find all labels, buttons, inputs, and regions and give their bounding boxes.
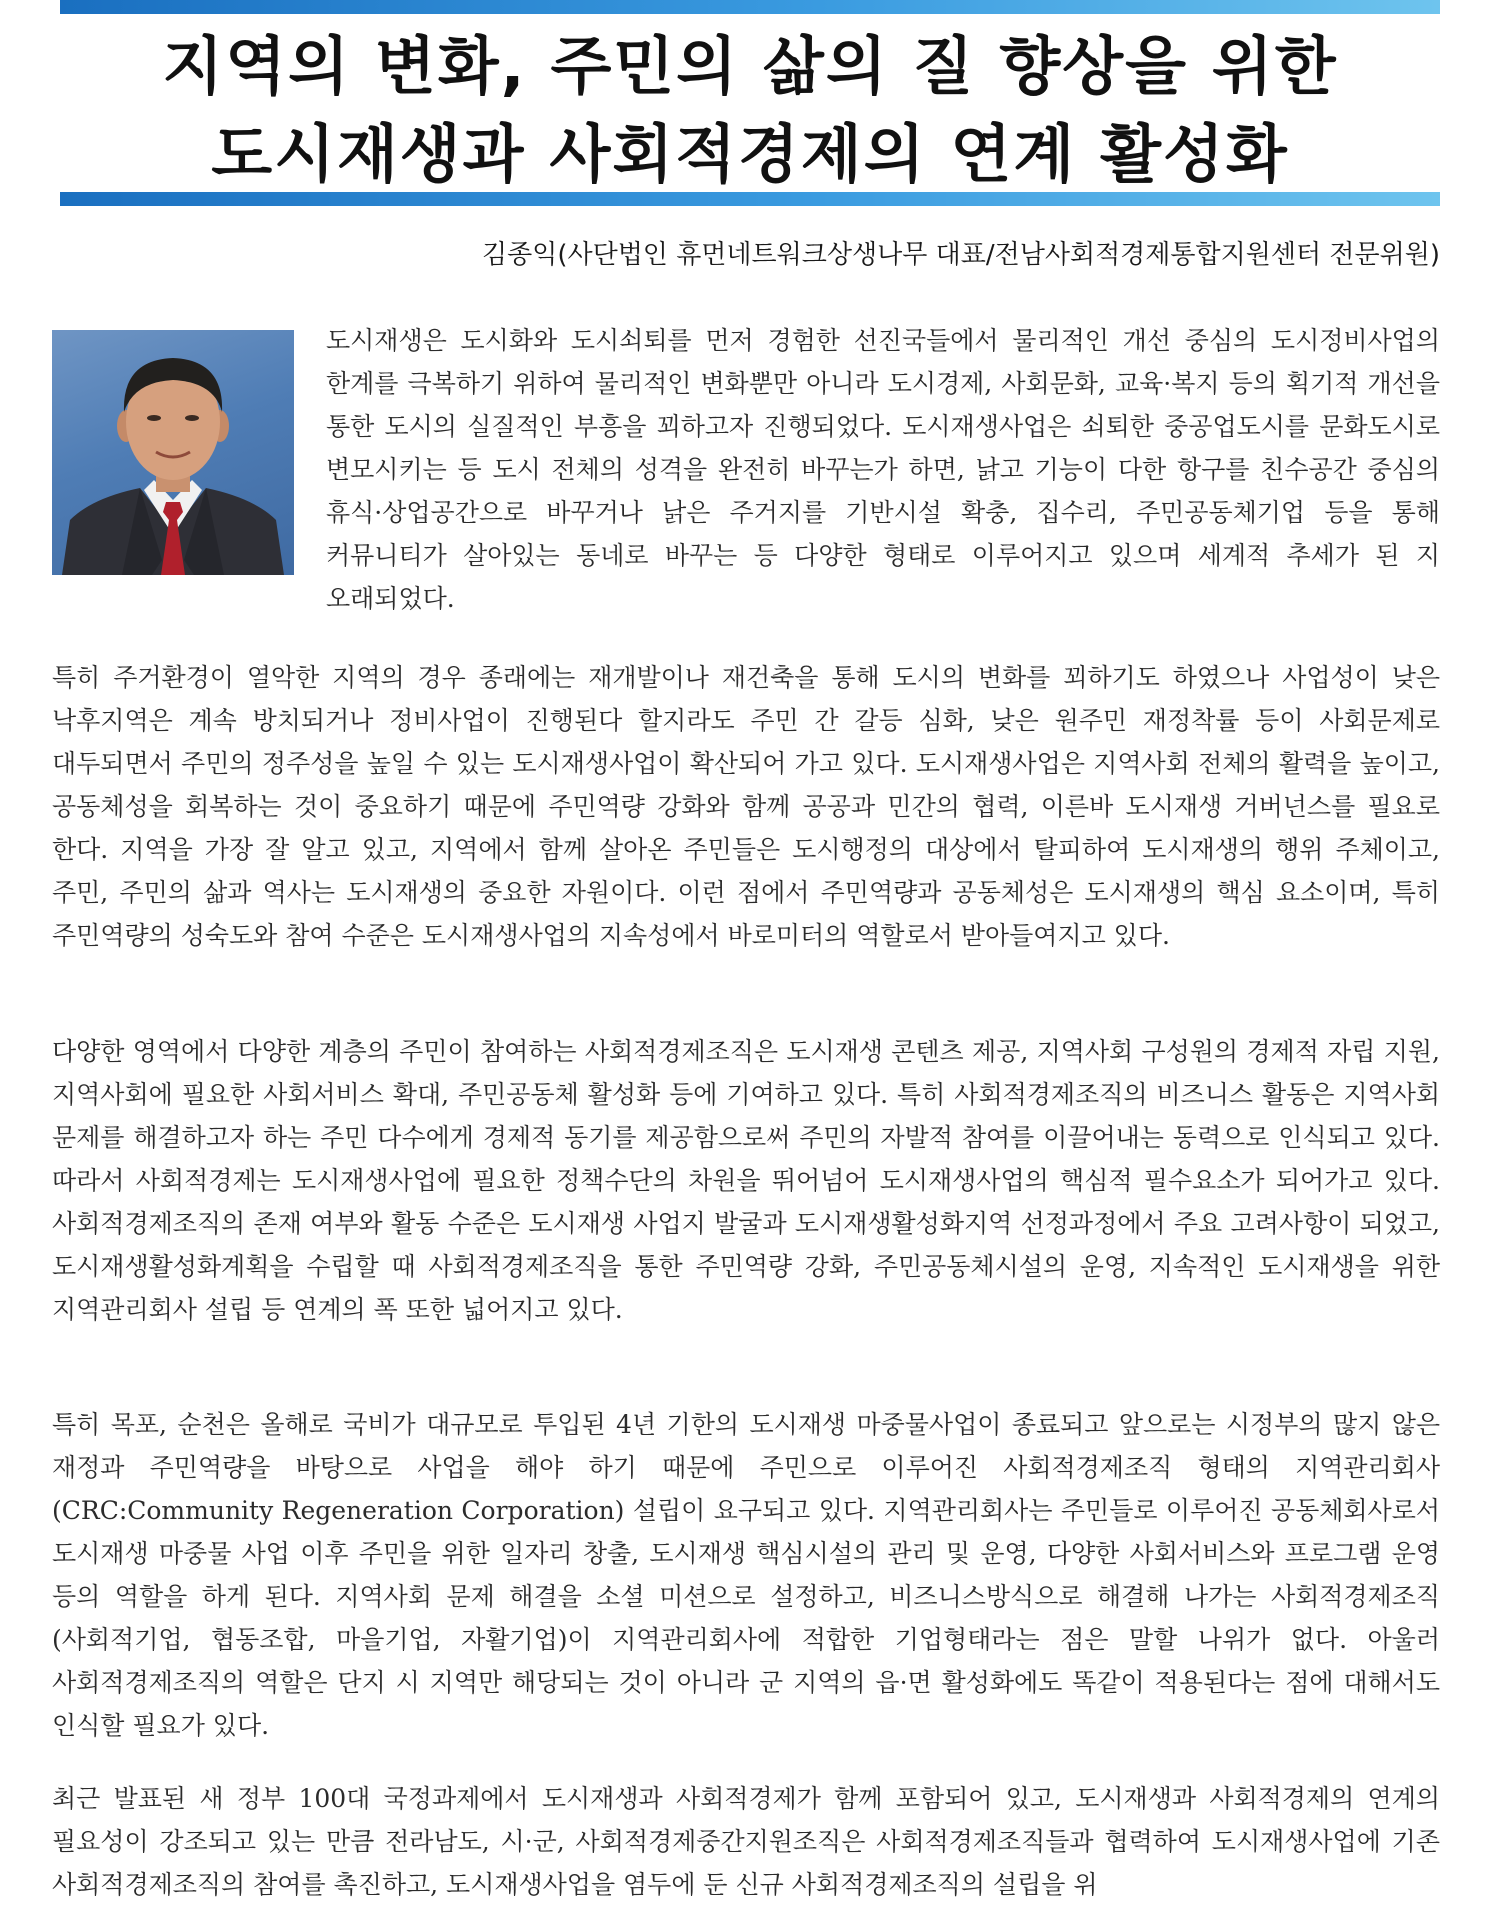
body-paragraph-4: 최근 발표된 새 정부 100대 국정과제에서 도시재생과 사회적경제가 함께 포함되어 있고, 도시재생과 사회적경제의 연계의 필요성이 강조되고 있는 만큼 전라남도, 시·군, 사회적경제중간지원조직은 사회적경제조직들과 협력하여 도시재생사업에 기존 사회적경제조직의 참여를 촉진하고, 도시재생사업을 염두에 둔 신규 사회적경제조직의 설립을 위 xyxy=(52,1784,1440,1899)
article-title-line1: 지역의 변화, 주민의 삶의 질 향상을 위한 xyxy=(162,30,1338,103)
author-photo xyxy=(52,330,294,575)
article-title-line2: 도시재생과 사회적경제의 연계 활성화 xyxy=(211,118,1289,191)
header-top-rule xyxy=(60,0,1440,14)
body-paragraph-3: 특히 목포, 순천은 올해로 국비가 대규모로 투입된 4년 기한의 도시재생 마중물사업이 종료되고 앞으로는 시정부의 많지 않은 재정과 주민역량을 바탕으로 사업을 해야 하기 때문에 주민으로 이루어진 사회적경제조직 형태의 지역관리회사(CRC:Community Regeneration Corporation) 설립이 요구되고 있다. 지역관리회사는 주민들로 이루어진 공동체회사로서 도시재생 마중물 사업 이후 주민을 위한 일자리 창출, 도시재생 핵심시설의 관리 및 운영, 다양한 사회서비스와 프로그램 운영 등의 역할을 하게 된다. 지역사회 문제 해결을 소셜 미션으로 설정하고, 비즈니스방식으로 해결해 나가는 사회적경제조직(사회적기업, 협동조합, 마을기업, 자활기업)이 지역관리회사에 적합한 기업형태라는 점은 말할 나위가 없다. 아울러 사회적경제조직의 역할은 단지 시 지역만 해당되는 것이 아니라 군 지역의 읍·면 활성화에도 똑같이 적용된다는 점에 대해서도 인식할 필요가 있다. xyxy=(52,1410,1440,1740)
author-byline: 김종익(사단법인 휴먼네트워크상생나무 대표/전남사회적경제통합지원센터 전문위원) xyxy=(481,240,1440,270)
header-bottom-rule xyxy=(60,192,1440,206)
body-paragraph-1: 특히 주거환경이 열악한 지역의 경우 종래에는 재개발이나 재건축을 통해 도시의 변화를 꾀하기도 하였으나 사업성이 낮은 낙후지역은 계속 방치되거나 정비사업이 진행된다 할지라도 주민 간 갈등 심화, 낮은 원주민 재정착률 등이 사회문제로 대두되면서 주민의 정주성을 높일 수 있는 도시재생사업이 확산되어 가고 있다. 도시재생사업은 지역사회 전체의 활력을 높이고, 공동체성을 회복하는 것이 중요하기 때문에 주민역량 강화와 함께 공공과 민간의 협력, 이른바 도시재생 거버넌스를 필요로 한다. 지역을 가장 잘 알고 있고, 지역에서 함께 살아온 주민들은 도시행정의 대상에서 탈피하여 도시재생의 행위 주체이고, 주민, 주민의 삶과 역사는 도시재생의 중요한 자원이다. 이런 점에서 주민역량과 공동체성은 도시재생의 핵심 요소이며, 특히 주민역량의 성숙도와 참여 수준은 도시재생사업의 지속성에서 바로미터의 역할로서 받아들여지고 있다. xyxy=(52,663,1440,950)
body-paragraph-2: 다양한 영역에서 다양한 계층의 주민이 참여하는 사회적경제조직은 도시재생 콘텐츠 제공, 지역사회 구성원의 경제적 자립 지원, 지역사회에 필요한 사회서비스 확대, 주민공동체 활성화 등에 기여하고 있다. 특히 사회적경제조직의 비즈니스 활동은 지역사회 문제를 해결하고자 하는 주민 다수에게 경제적 동기를 제공함으로써 주민의 자발적 참여를 이끌어내는 동력으로 인식되고 있다. 따라서 사회적경제는 도시재생사업에 필요한 정책수단의 차원을 뛰어넘어 도시재생사업의 핵심적 필수요소가 되어가고 있다. 사회적경제조직의 존재 여부와 활동 수준은 도시재생 사업지 발굴과 도시재생활성화지역 선정과정에서 주요 고려사항이 되었고, 도시재생활성화계획을 수립할 때 사회적경제조직을 통한 주민역량 강화, 주민공동체시설의 운영, 지속적인 도시재생을 위한 지역관리회사 설립 등 연계의 폭 또한 넓어지고 있다. xyxy=(52,1037,1440,1324)
intro-paragraph: 도시재생은 도시화와 도시쇠퇴를 먼저 경험한 선진국들에서 물리적인 개선 중심의 도시정비사업의 한계를 극복하기 위하여 물리적인 변화뿐만 아니라 도시경제, 사회문화, 교육·복지 등의 획기적 개선을 통한 도시의 실질적인 부흥을 꾀하고자 진행되었다. 도시재생사업은 쇠퇴한 중공업도시를 문화도시로 변모시키는 등 도시 전체의 성격을 완전히 바꾸는가 하면, 낡고 기능이 다한 항구를 친수공간 중심의 휴식·상업공간으로 바꾸거나 낡은 주거지를 기반시설 확충, 집수리, 주민공동체기업 등을 통해 커뮤니티가 살아있는 동네로 바꾸는 등 다양한 형태로 이루어지고 있으며 세계적 추세가 된 지 오래되었다. xyxy=(326,326,1440,613)
